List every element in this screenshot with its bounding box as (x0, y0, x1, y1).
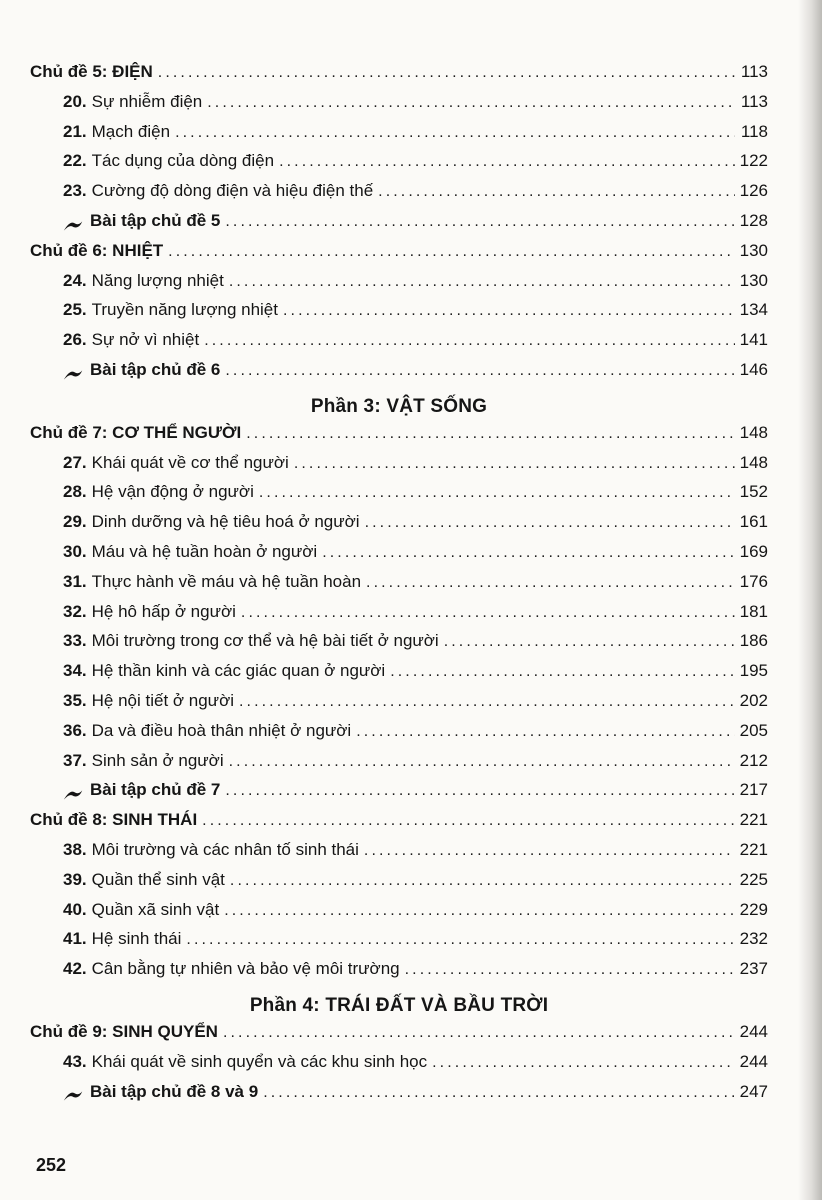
dot-leader (246, 425, 735, 443)
dot-leader (186, 931, 735, 949)
lesson-number: 42. (63, 959, 87, 979)
entry-title: Hệ hô hấp ở người (91, 601, 236, 621)
dot-leader (223, 1024, 735, 1042)
entry-page-number: 229 (739, 899, 768, 919)
toc-row (30, 482, 768, 512)
entry-page-number: 237 (739, 959, 768, 979)
dot-leader (390, 663, 735, 681)
toc-row (30, 542, 768, 572)
lesson-number: 20. (63, 91, 87, 111)
entry-page-number: 247 (739, 1081, 768, 1101)
dot-leader (241, 604, 735, 622)
dot-leader (207, 94, 735, 112)
lesson-number: 28. (63, 482, 87, 502)
dot-leader (378, 183, 735, 201)
entry-title: Cân bằng tự nhiên và bảo vệ môi trường (91, 959, 400, 979)
toc-row (30, 602, 768, 632)
entry-page-number: 202 (739, 690, 768, 710)
entry-title: Khái quát về cơ thể người (91, 452, 289, 472)
entry-page-number: 217 (739, 780, 768, 800)
dot-leader (230, 872, 735, 890)
lesson-number: 22. (63, 151, 87, 171)
lesson-number: 21. (63, 121, 87, 141)
entry-page-number: 205 (739, 720, 768, 740)
toc-row (30, 92, 768, 122)
dot-leader (432, 1054, 735, 1072)
lesson-number: 26. (63, 330, 87, 350)
dot-leader (405, 961, 735, 979)
dot-leader (225, 213, 735, 231)
lesson-number: 23. (63, 181, 87, 201)
entry-title: Hệ nội tiết ở người (91, 690, 234, 710)
entry-title: Thực hành về máu và hệ tuần hoàn (91, 571, 362, 591)
dot-leader (175, 124, 735, 142)
dot-leader (356, 723, 735, 741)
part-heading: Phần 3: VẬT SỐNG (310, 395, 488, 417)
entry-page-number: 128 (739, 210, 768, 230)
dot-leader (279, 153, 735, 171)
entry-title: Hệ vận động ở người (91, 482, 254, 502)
lesson-number: 27. (63, 452, 87, 472)
entry-title: Sự nở vì nhiệt (91, 330, 200, 350)
entry-title: Hệ thần kinh và các giác quan ở người (91, 661, 386, 681)
entry-page-number: 169 (739, 541, 768, 561)
entry-page-number: 141 (739, 330, 768, 350)
toc-row (30, 959, 768, 989)
dot-leader (294, 455, 735, 473)
entry-page-number: 212 (739, 750, 768, 770)
dot-leader (158, 64, 735, 82)
dot-leader (283, 302, 735, 320)
entry-page-number: 122 (739, 151, 768, 171)
pen-flourish-icon (63, 1090, 83, 1102)
lesson-number: 39. (63, 869, 87, 889)
toc-row (30, 423, 768, 453)
toc-row (30, 631, 768, 661)
toc-row (30, 122, 768, 152)
lesson-number: 32. (63, 601, 87, 621)
entry-title: Sự nhiễm điện (91, 91, 203, 111)
toc-row (30, 211, 768, 241)
entry-page-number: 244 (739, 1021, 768, 1041)
toc-row (30, 360, 768, 390)
entry-page-number: 130 (739, 270, 768, 290)
entry-page-number: 195 (739, 661, 768, 681)
toc-row (30, 1022, 768, 1052)
lesson-number: 35. (63, 690, 87, 710)
entry-page-number: 152 (739, 482, 768, 502)
entry-title: Hệ sinh thái (91, 929, 182, 949)
dot-leader (202, 812, 735, 830)
entry-page-number: 113 (740, 91, 768, 111)
dot-leader (204, 332, 735, 350)
dot-leader (224, 902, 735, 920)
entry-title: Bài tập chủ đề 5 (90, 210, 221, 230)
entry-page-number: 221 (739, 810, 768, 830)
entry-title: Bài tập chủ đề 6 (90, 359, 221, 379)
toc-row (30, 780, 768, 810)
entry-title: Chủ đề 9: SINH QUYỂN (30, 1021, 218, 1041)
entry-page-number: 161 (739, 512, 768, 532)
toc-row (30, 151, 768, 181)
entry-title: Quần thể sinh vật (91, 869, 225, 889)
lesson-number: 24. (63, 270, 87, 290)
entry-title: Môi trường trong cơ thể và hệ bài tiết ở người (91, 631, 439, 651)
toc-row (30, 810, 768, 840)
entry-title: Khái quát về sinh quyển và các khu sinh học (91, 1051, 428, 1071)
lesson-number: 34. (63, 661, 87, 681)
toc-row (30, 241, 768, 271)
toc-row (30, 661, 768, 691)
pen-flourish-icon (63, 789, 83, 801)
toc-row (30, 900, 768, 930)
dot-leader (263, 1084, 735, 1102)
toc-row (30, 512, 768, 542)
entry-title: Tác dụng của dòng điện (91, 151, 275, 171)
lesson-number: 37. (63, 750, 87, 770)
lesson-number: 29. (63, 512, 87, 532)
lesson-number: 40. (63, 899, 87, 919)
pen-flourish-icon (63, 369, 83, 381)
table-of-contents (30, 62, 768, 1111)
dot-leader (259, 484, 735, 502)
toc-row (30, 870, 768, 900)
lesson-number: 38. (63, 839, 87, 859)
dot-leader (225, 782, 735, 800)
entry-title: Bài tập chủ đề 7 (90, 780, 221, 800)
dot-leader (364, 842, 735, 860)
toc-row (30, 330, 768, 360)
entry-title: Mạch điện (91, 121, 171, 141)
entry-title: Máu và hệ tuần hoàn ở người (91, 541, 318, 561)
lesson-number: 43. (63, 1051, 87, 1071)
toc-row (30, 751, 768, 781)
entry-title: Chủ đề 8: SINH THÁI (30, 810, 198, 830)
dot-leader (239, 693, 735, 711)
entry-page-number: 113 (740, 62, 768, 81)
entry-page-number: 181 (739, 601, 768, 621)
dot-leader (365, 514, 735, 532)
entry-page-number: 118 (740, 121, 768, 141)
entry-page-number: 221 (739, 839, 768, 859)
entry-title: Bài tập chủ đề 8 và 9 (90, 1081, 259, 1101)
dot-leader (229, 753, 735, 771)
toc-row (30, 181, 768, 211)
entry-page-number: 176 (739, 571, 768, 591)
entry-page-number: 244 (739, 1051, 768, 1071)
page-number: 252 (36, 1155, 67, 1175)
lesson-number: 33. (63, 631, 87, 651)
dot-leader (366, 574, 735, 592)
entry-page-number: 225 (739, 869, 768, 889)
page-edge-shadow (798, 0, 822, 1200)
entry-title: Truyền năng lượng nhiệt (91, 300, 278, 320)
entry-title: Chủ đề 5: ĐIỆN (30, 62, 153, 81)
entry-title: Năng lượng nhiệt (91, 270, 224, 290)
entry-title: Quần xã sinh vật (91, 899, 220, 919)
part-heading: Phần 4: TRÁI ĐẤT VÀ BẦU TRỜI (249, 994, 549, 1016)
toc-row (30, 271, 768, 301)
toc-row (30, 691, 768, 721)
entry-title: Chủ đề 7: CƠ THỂ NGƯỜI (30, 422, 242, 442)
entry-title: Da và điều hoà thân nhiệt ở người (91, 720, 352, 740)
entry-page-number: 232 (739, 929, 768, 949)
toc-row (30, 929, 768, 959)
toc-row (30, 840, 768, 870)
pen-flourish-icon (63, 220, 83, 232)
entry-page-number: 146 (739, 359, 768, 379)
entry-title: Dinh dưỡng và hệ tiêu hoá ở người (91, 512, 360, 532)
dot-leader (322, 544, 735, 562)
entry-title: Cường độ dòng điện và hiệu điện thế (91, 181, 374, 201)
dot-leader (168, 243, 735, 261)
toc-row (30, 1082, 768, 1112)
toc-row (30, 453, 768, 483)
entry-title: Môi trường và các nhân tố sinh thái (91, 839, 359, 859)
dot-leader (444, 633, 735, 651)
toc-row (30, 62, 768, 92)
lesson-number: 31. (63, 571, 87, 591)
entry-page-number: 148 (739, 452, 768, 472)
dot-leader (225, 362, 735, 380)
page-footer (36, 1155, 66, 1176)
toc-row (30, 572, 768, 602)
entry-page-number: 186 (739, 631, 768, 651)
toc-row (30, 721, 768, 751)
entry-page-number: 126 (739, 181, 768, 201)
entry-page-number: 130 (739, 240, 768, 260)
toc-row (30, 1052, 768, 1082)
entry-title: Sinh sản ở người (91, 750, 224, 770)
entry-title: Chủ đề 6: NHIỆT (30, 240, 164, 260)
lesson-number: 36. (63, 720, 87, 740)
dot-leader (229, 273, 735, 291)
lesson-number: 25. (63, 300, 87, 320)
lesson-number: 41. (63, 929, 87, 949)
entry-page-number: 148 (739, 422, 768, 442)
toc-row (30, 300, 768, 330)
entry-page-number: 134 (739, 300, 768, 320)
lesson-number: 30. (63, 541, 87, 561)
